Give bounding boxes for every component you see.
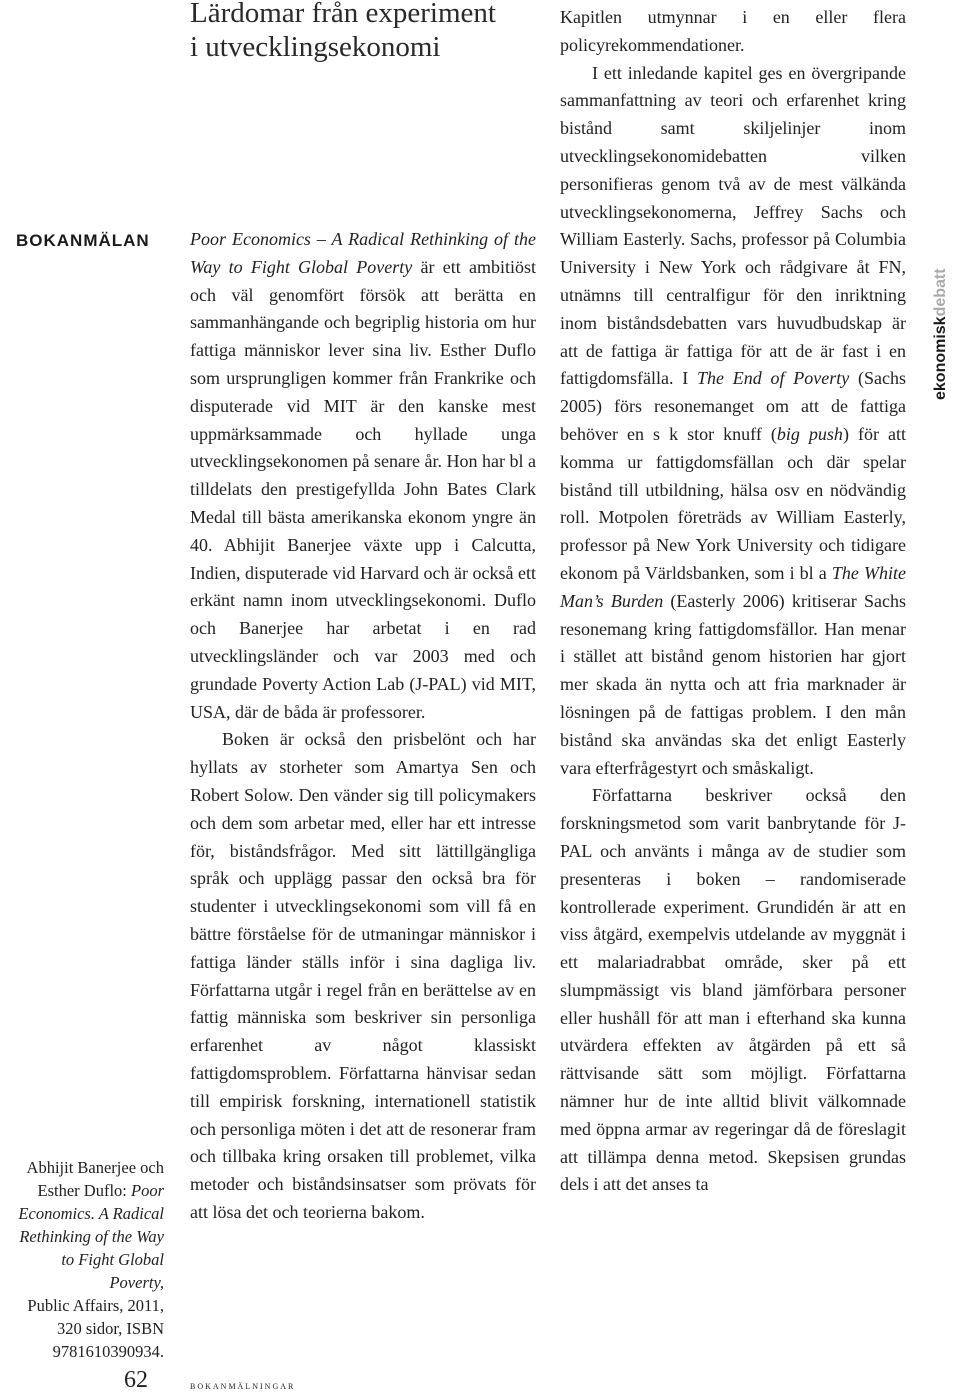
- col2-p1-c: ) för att komma ur fattigdomsfällan och där spelar bistånd till utbildning, hälsa osv en nödvändig roll. Motpolen företräds av William Easterly, professor på New York University och tidigare ekonom på Världsbanken, som i bl a: [560, 423, 906, 583]
- title-line-1: Lärdomar från experiment: [190, 0, 496, 29]
- col1-paragraph-2: Boken är också den prisbelönt och har hyllats av storheter som Amartya Sen och Robert Solow. Den vänder sig till policymakers och dem som arbetar med, eller har ett intresse för, biståndsfrågor. Med sitt lättillgängliga språk och upplägg passar den också bra för studenter i utvecklingsekonomi som vill få en bättre förståelse för de utmaningar människor i fattiga länder ställs inför i sina dagliga liv. Författarna utgår i regel från en berättelse av en fattig människa som beskriver sin personliga erfarenhet av något klassiskt fattigdomsproblem. Författarna hänvisar sedan till empirisk forskning, internationell statistik och personliga möten i det att de resonerar fram och tillbaka kring orsaken till problemet, vilka metoder och biståndsinsatser som prövats för att lösa det och teorierna bakom.: [190, 729, 536, 1222]
- caption-line-1: Abhijit Banerjee och: [26, 1158, 164, 1177]
- col2-p1-em3: The White Man’s Burden: [560, 562, 906, 611]
- caption-line-6: Public Affairs, 2011,: [27, 1296, 164, 1315]
- page-number: 62: [124, 1367, 148, 1393]
- caption-line-5: to Fight Global Poverty,: [61, 1250, 164, 1292]
- article-title: [190, 0, 550, 64]
- col2-p1-em2: big push: [776, 423, 843, 444]
- col2-p1-em1: The End of Poverty: [696, 368, 850, 389]
- journal-name-part-2: debatt: [932, 268, 949, 317]
- col2-p1-b: (Sachs 2005) förs resonemanget om att de fattiga behöver en s k stor knuff (: [560, 368, 906, 444]
- journal-name-part-1: ekonomisk: [932, 316, 949, 400]
- column-2: [560, 4, 906, 1199]
- column-1: [190, 226, 536, 1227]
- caption-line-8: 9781610390934.: [52, 1342, 164, 1361]
- caption-line-2b: Poor: [131, 1181, 164, 1200]
- col2-paragraph-0: Kapitlen utmynnar i en eller flera policyrekommendationer.: [560, 7, 906, 55]
- col2-paragraph-1: [560, 60, 906, 783]
- book-title-emphasis: Poor Economics – A Radical Rethinking of the Way to Fight Global Poverty: [190, 229, 536, 277]
- col2-paragraph-2: Författarna beskriver också den forskningsmetod som varit banbrytande för J-PAL och använts i många av de studier som presenteras i boken – randomiserade kontrollerade experiment. Grundidén är att en viss åtgärd, exempelvis utdelande av myggnät i ett malariadrabbat område, sker på ett slumpmässigt vis bland jämförbara personer eller hushåll för att man i efterhand ska kunna utvärdera effekten av åtgärden på ett så rättvisande sätt som möjligt. Författarna nämner hur de inte alltid blivit välkomnade med öppna armar av regeringar då de föreslagit att tillämpa denna metod. Skepsisen grundas dels i att det anses ta: [560, 785, 906, 1195]
- caption-line-2a: Esther Duflo:: [37, 1181, 131, 1200]
- col2-p1-d: (Easterly 2006) kritiserar Sachs resonemang kring fattigdomsfällor. Han menar i stället att bistånd genom historien har gjort mer skada än nytta och att fria marknader är lösningen på de fattigas problem. I den mån bistånd ska användas ska det enligt Easterly vara efterfrågestyrt och småskaligt.: [560, 590, 906, 778]
- col1-paragraph-1: [190, 226, 536, 726]
- caption-line-4: Rethinking of the Way: [19, 1227, 164, 1246]
- caption-line-3: Economics. A Radical: [18, 1204, 164, 1223]
- caption-line-7: 320 sidor, ISBN: [56, 1319, 164, 1338]
- title-line-2: i utvecklingsekonomi: [190, 31, 441, 63]
- book-caption: [6, 1156, 164, 1363]
- footer-section-label: bokanmälningar: [190, 1378, 296, 1392]
- section-label: BOKANMÄLAN: [16, 231, 150, 250]
- journal-name: [932, 268, 952, 400]
- col1-p1-text: är ett ambitiöst och väl genomfört försök att berätta en sammanhängande och begriplig historia om hur fattiga människor lever sina liv. Esther Duflo som ursprungligen kommer från Frankrike och disputerade vid MIT är den kanske mest uppmärksammade och hyllade unga utvecklingsekonomen på senare år. Hon har bl a tilldelats den prestigefyllda John Bates Clark Medal till bästa amerikanska ekonom yngre än 40. Abhijit Banerjee växte upp i Calcutta, Indien, disputerade vid Harvard och är också ett erkänt namn inom utvecklingsekonomi. Duflo och Banerjee har arbetat i en rad utvecklingsländer och var 2003 med och grundade Poverty Action Lab (J-PAL) vid MIT, USA, där de båda är professorer.: [190, 256, 536, 722]
- col2-p1-a: I ett inledande kapitel ges en övergripande sammanfattning av teori och erfarenhet kring bistånd samt skiljelinjer inom utvecklingsekonomidebatten vilken personifieras genom två av de mest välkända utvecklingsekonomerna, Jeffrey Sachs och William Easterly. Sachs, professor på Columbia University i New York och rådgivare åt FN, utnämns till centralfigur för den inriktning inom biståndsdebatten vars huvudbudskap är att de fattiga är fattiga för att de är fast i en fattigdomsfälla. I: [560, 62, 906, 389]
